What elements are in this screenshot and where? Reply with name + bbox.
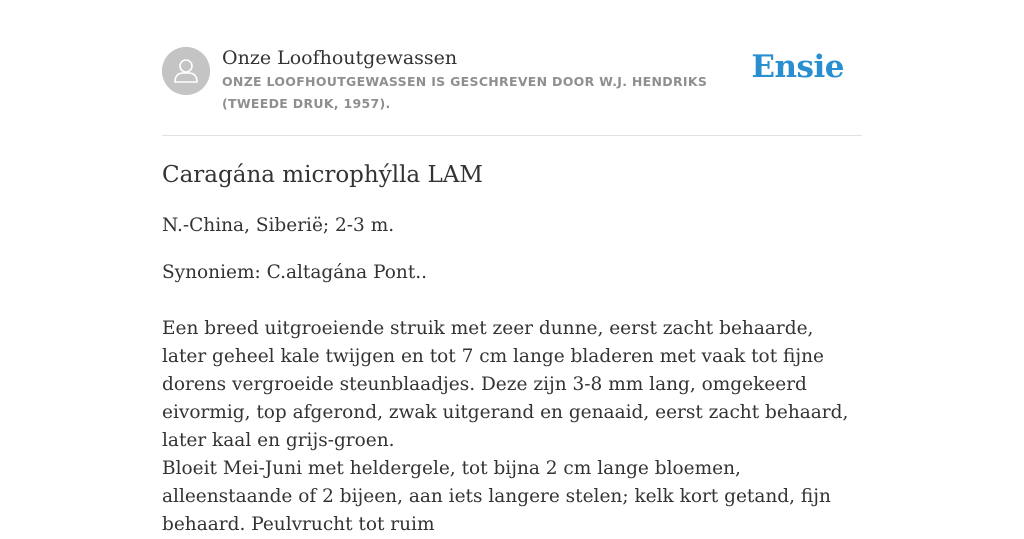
book-title-link[interactable]: Onze Loofhoutgewassen [222, 47, 458, 69]
book-description: ONZE LOOFHOUTGEWASSEN IS GESCHREVEN DOOR W.J. HENDRIKS (TWEEDE DRUK, 1957). [222, 74, 708, 111]
entry-origin: N.-China, Siberië; 2-3 m. [162, 215, 395, 236]
user-silhouette-icon [162, 47, 210, 95]
entry-title: Caragána microphýlla LAM [162, 162, 483, 188]
ensie-logo[interactable]: Ensie [751, 49, 844, 85]
entry-paragraph-1: Een breed uitgroeiende struik met zeer dunne, eerst zacht behaarde, later geheel kale twijgen en tot 7 cm lange bladeren met vaak tot fijne dorens vergroeide steunblaadjes. Deze zijn 3-8 mm lang, omgekeerd eivormig, top afgerond, zwak uitgerand en genaaid, eerst zacht behaard, later kaal en grijs-groen. [162, 318, 849, 451]
entry-paragraph-2: Bloeit Mei-Juni met heldergele, tot bijna 2 cm lange bloemen, alleenstaande of 2 bijeen, aan iets langere stelen; kelk kort getand, fijn behaard. Peulvrucht tot ruim [162, 458, 831, 535]
page-container [162, 0, 862, 535]
book-info [222, 46, 762, 115]
book-header [162, 0, 862, 136]
entry-synonym: Synoniem: C.altagána Pont.. [162, 262, 428, 283]
